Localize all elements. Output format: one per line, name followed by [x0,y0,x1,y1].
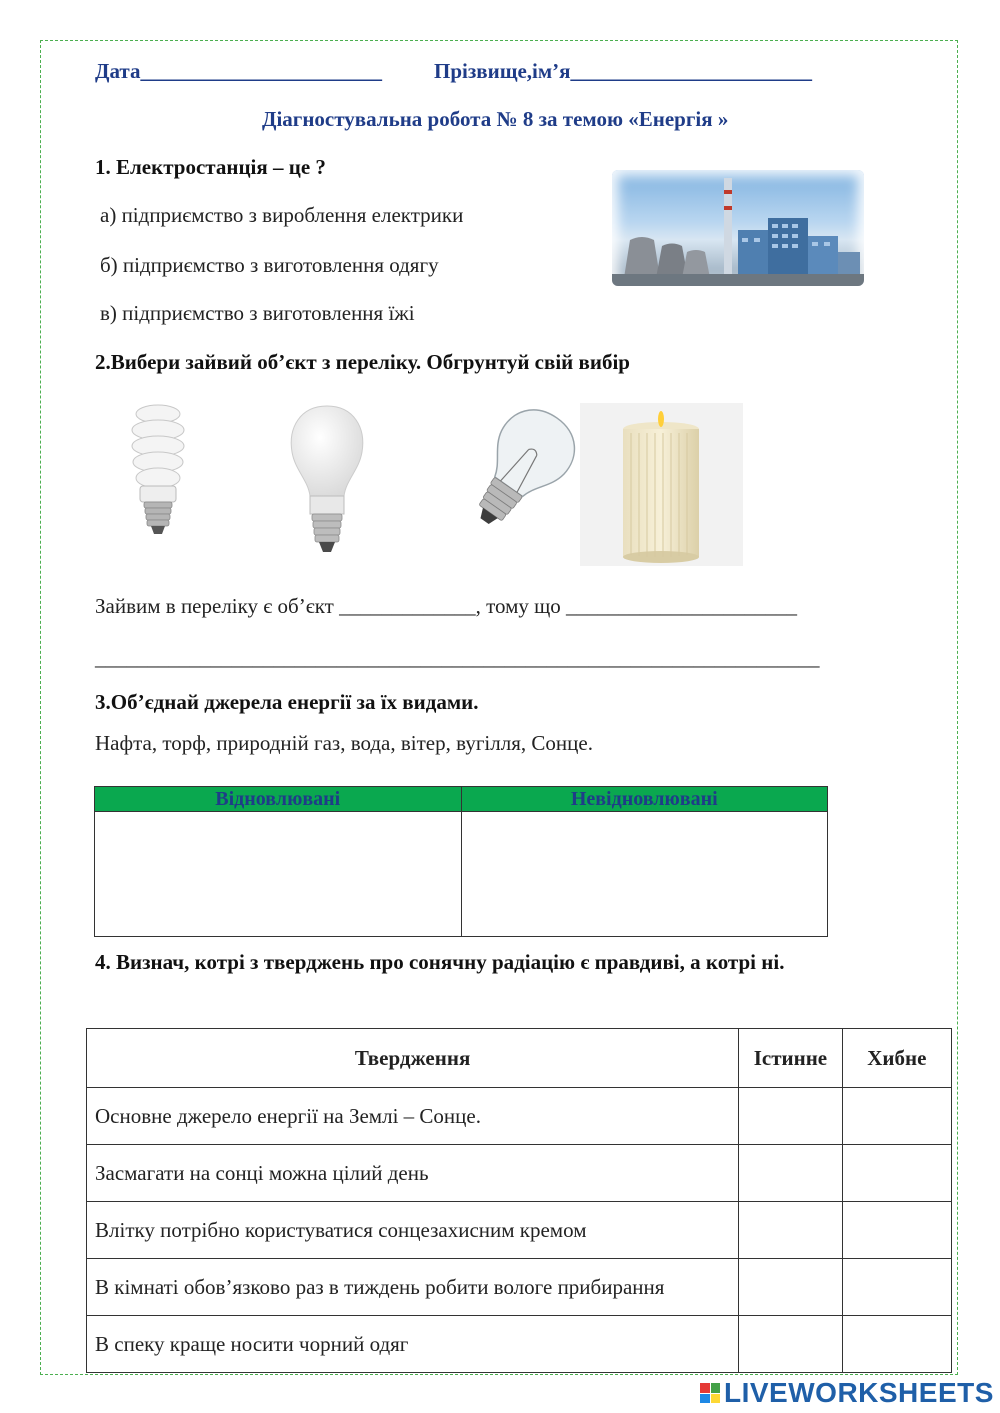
false-header: Хибне [842,1029,951,1088]
true-cell[interactable] [739,1145,843,1202]
nonrenewable-drop-cell[interactable] [461,812,828,937]
table-row [87,1316,952,1373]
table-row [87,1259,952,1316]
power-plant-illustration [612,170,864,286]
false-cell[interactable] [842,1259,951,1316]
statement-header: Твердження [87,1029,739,1088]
false-cell[interactable] [842,1145,951,1202]
table-row [87,1088,952,1145]
logo-text: LIVEWORKSHEETS [724,1377,994,1408]
table-row [87,1145,952,1202]
name-label: Прізвище,ім’я [434,59,571,83]
renewable-drop-cell[interactable] [95,812,462,937]
incandescent-bulb-image[interactable] [462,402,577,542]
q2-extra-line[interactable]: _____________________________________________________________________ [95,646,820,670]
statement-text: В кімнаті обов’язково раз в тиждень робити вологе прибирання [87,1259,739,1316]
led-bulb-image[interactable] [282,400,372,560]
energy-sources-table [94,786,828,937]
candle-image[interactable] [580,403,743,566]
date-label: Дата [95,59,141,83]
q1-question: 1. Електростанція – це ? [95,155,326,179]
q1-option-a[interactable]: а) підприємство з вироблення електрики [100,203,464,227]
q3-source-list: Нафта, торф, природній газ, вода, вітер, вугілля, Сонце. [95,731,593,755]
statement-text: Засмагати на сонці можна цілий день [87,1145,739,1202]
true-cell[interactable] [739,1202,843,1259]
date-row [95,59,382,84]
q2-answer-line[interactable]: Зайвим в переліку є об’єкт _____________, тому що ______________________ [95,594,798,618]
statement-text: Влітку потрібно користуватися сонцезахисним кремом [87,1202,739,1259]
date-blank[interactable]: _______________________ [140,59,382,83]
q3-question: 3.Об’єднай джерела енергії за їх видами. [95,690,479,714]
name-blank[interactable]: _______________________ [570,59,813,83]
true-cell[interactable] [739,1259,843,1316]
true-header: Істинне [739,1029,843,1088]
power-plant-image [612,170,864,286]
logo-icon [700,1383,720,1403]
false-cell[interactable] [842,1088,951,1145]
cfl-bulb-image[interactable] [118,400,198,540]
worksheet-title: Діагностувальна робота № 8 за темою «Енергія » [262,107,729,131]
q1-option-c[interactable]: в) підприємство з виготовлення їжі [100,301,415,325]
q1-option-b[interactable]: б) підприємство з виготовлення одягу [100,253,439,277]
nonrenewable-header: Невідновлювані [461,787,828,812]
q4-question: 4. Визнач, котрі з тверджень про сонячну радіацію є правдиві, а котрі ні. [95,950,785,974]
renewable-header: Відновлювані [95,787,462,812]
statements-table [86,1028,952,1373]
false-cell[interactable] [842,1316,951,1373]
q2-question: 2.Вибери зайвий об’єкт з переліку. Обгрунтуй свій вибір [95,350,630,374]
true-cell[interactable] [739,1316,843,1373]
true-cell[interactable] [739,1088,843,1145]
statement-text: Основне джерело енергії на Землі – Сонце. [87,1088,739,1145]
statement-text: В спеку краще носити чорний одяг [87,1316,739,1373]
false-cell[interactable] [842,1202,951,1259]
candle-illustration [580,403,743,566]
name-row [434,59,812,84]
table-row [87,1202,952,1259]
liveworksheets-logo[interactable] [700,1378,994,1408]
